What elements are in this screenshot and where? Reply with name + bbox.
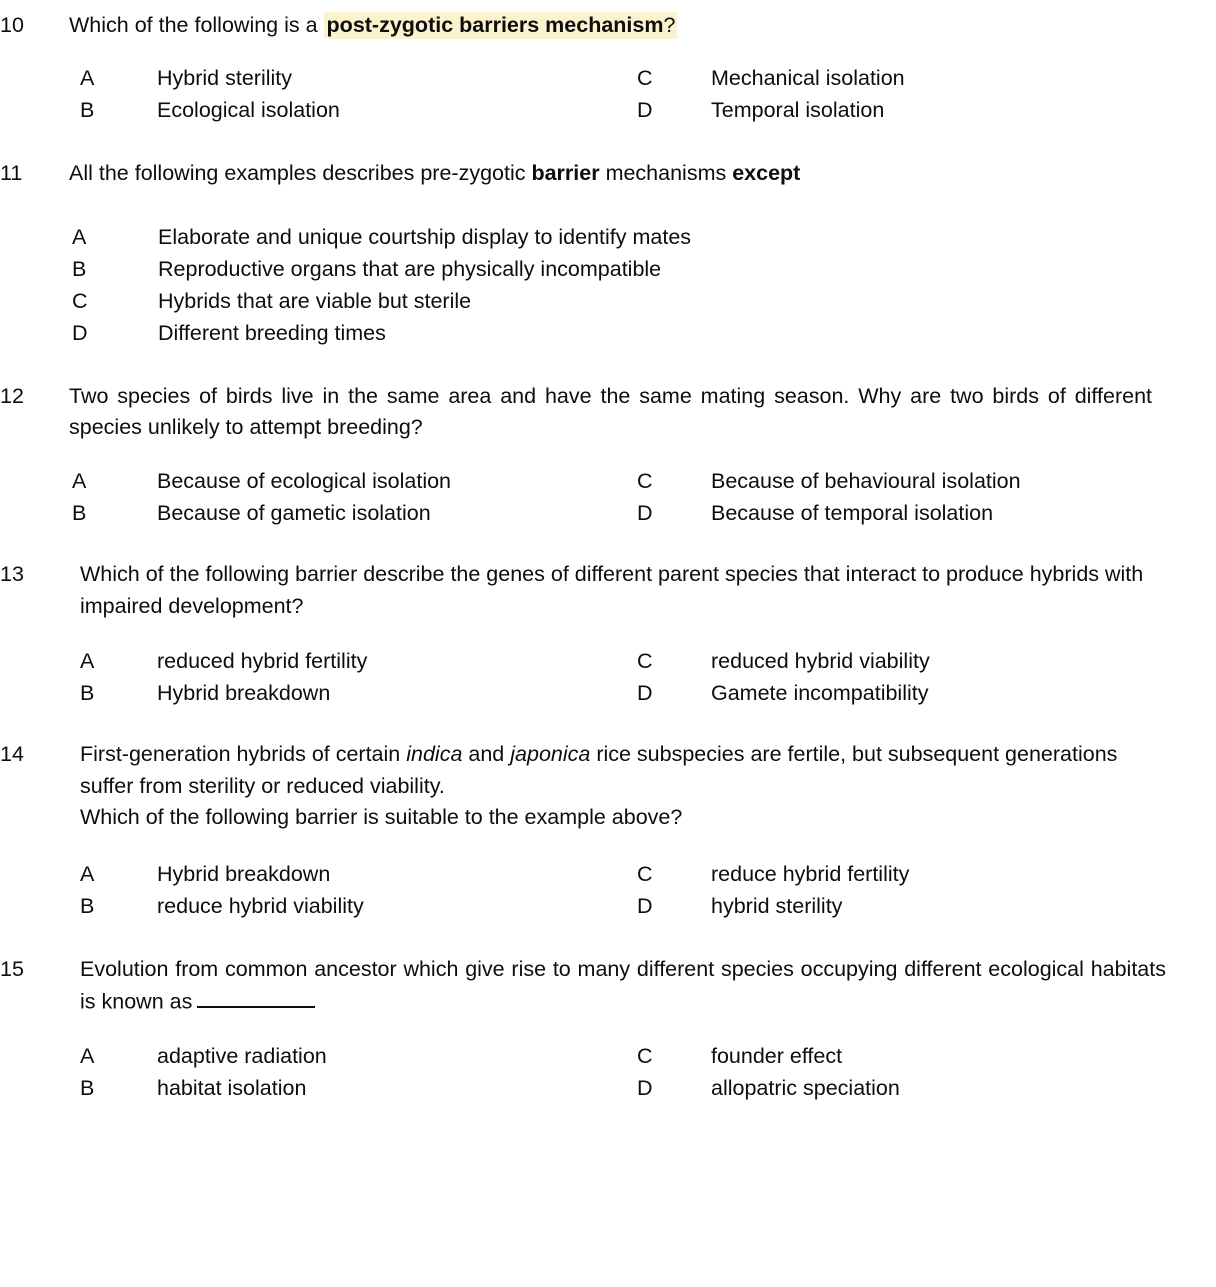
option-letter: B: [80, 1076, 95, 1101]
option-14-c[interactable]: [637, 858, 909, 890]
question-10-stem-prefix: Which of the following is a: [69, 13, 324, 37]
option-letter: C: [637, 1043, 653, 1068]
question-14-options: [0, 858, 1216, 923]
option-text: Hybrids that are viable but sterile: [158, 289, 472, 314]
option-letter: B: [80, 894, 95, 919]
option-text: Mechanical isolation: [711, 65, 905, 90]
option-text: Elaborate and unique courtship display to identify mates: [158, 224, 692, 249]
option-15-b[interactable]: [80, 1072, 637, 1104]
option-letter: A: [80, 1043, 95, 1068]
option-row: [0, 645, 1216, 677]
spacer: [0, 922, 1216, 954]
question-11-bold-barrier: barrier: [531, 161, 600, 186]
option-15-d[interactable]: [637, 1072, 900, 1104]
option-11-d[interactable]: [72, 317, 1216, 349]
option-letter: B: [80, 680, 95, 705]
option-row: [0, 94, 1216, 126]
option-row: [0, 1040, 1216, 1072]
option-10-a[interactable]: [80, 62, 637, 94]
option-text: allopatric speciation: [711, 1076, 900, 1101]
option-letter: D: [637, 1076, 653, 1101]
option-13-b[interactable]: [80, 677, 637, 709]
option-row: [0, 890, 1216, 922]
option-14-b[interactable]: [80, 890, 637, 922]
question-10: [0, 10, 1216, 42]
option-12-c[interactable]: [637, 465, 1021, 497]
option-letter: A: [72, 468, 87, 493]
option-10-b[interactable]: [80, 94, 637, 126]
question-14-stem-line-2: Which of the following barrier is suitable to the example above?: [80, 805, 683, 830]
question-11-stem: [69, 158, 1216, 190]
option-text: reduce hybrid fertility: [711, 861, 910, 886]
question-10-number: 10: [0, 13, 24, 37]
option-text: Gamete incompatibility: [711, 680, 929, 705]
q14-italic-japonica: japonica: [510, 742, 591, 767]
option-text: reduced hybrid viability: [711, 648, 930, 673]
option-text: Ecological isolation: [157, 97, 340, 122]
option-text: Hybrid sterility: [157, 65, 292, 90]
question-15-number: 15: [0, 957, 24, 982]
option-text: reduce hybrid viability: [157, 894, 364, 919]
option-12-a[interactable]: [72, 465, 637, 497]
question-15-options: [0, 1040, 1216, 1105]
option-text: Because of gametic isolation: [157, 501, 431, 526]
option-letter: C: [637, 861, 653, 886]
question-13-stem: Which of the following barrier describe the genes of different parent species that interact to produce hybrids with impaired development?: [80, 562, 1144, 618]
spacer: [0, 350, 1216, 381]
option-row: [0, 497, 1216, 529]
option-text: Reproductive organs that are physically incompatible: [158, 256, 662, 281]
question-11-stem-part2: mechanisms: [599, 161, 733, 186]
option-letter: C: [72, 289, 88, 314]
q14-italic-indica: indica: [406, 742, 463, 767]
question-10-highlighted-term: [324, 12, 678, 39]
q14-text-c: rice subspecies are fertile, but subsequent generations suffer from sterility or reduced viability.: [80, 742, 1118, 798]
question-15-stem-text: Evolution from common ancestor which give rise to many different species occupying different ecological habitats is known as: [80, 957, 1166, 1014]
option-row: [0, 677, 1216, 709]
answer-blank[interactable]: [197, 986, 315, 1008]
question-12-stem: Two species of birds live in the same area and have the same mating season. Why are two birds of different species unlikely to attempt breeding?: [69, 383, 1152, 440]
question-13-options: [0, 645, 1216, 710]
option-text: Because of ecological isolation: [157, 468, 452, 493]
option-15-c[interactable]: [637, 1040, 842, 1072]
question-14-stem-line-1: [80, 739, 1156, 802]
question-13-number: 13: [0, 562, 24, 587]
question-11-stem-part1: All the following examples describes pre-zygotic: [69, 161, 532, 186]
question-11-number: 11: [0, 161, 23, 186]
option-letter: C: [637, 648, 653, 673]
option-letter: D: [637, 680, 653, 705]
option-13-d[interactable]: [637, 677, 928, 709]
question-12-number: 12: [0, 383, 24, 408]
option-text: adaptive radiation: [157, 1043, 327, 1068]
option-10-c[interactable]: [637, 62, 905, 94]
question-12: [0, 381, 1216, 444]
option-14-d[interactable]: [637, 890, 842, 922]
option-12-d[interactable]: [637, 497, 993, 529]
option-letter: B: [72, 256, 87, 281]
question-13: [0, 559, 1216, 622]
option-letter: D: [637, 501, 653, 526]
option-text: Because of temporal isolation: [711, 501, 994, 526]
spacer: [0, 709, 1216, 739]
option-letter: A: [80, 861, 95, 886]
question-10-highlight-bold: post-zygotic barriers mechanism: [326, 13, 664, 37]
option-letter: A: [72, 224, 87, 249]
spacer: [0, 529, 1216, 559]
option-text: Different breeding times: [158, 321, 386, 346]
option-12-b[interactable]: [72, 497, 637, 529]
question-11: [0, 158, 1216, 190]
option-11-c[interactable]: [72, 285, 1216, 317]
option-text: reduced hybrid fertility: [157, 648, 368, 673]
question-10-highlight-tail: ?: [663, 13, 676, 37]
option-text: founder effect: [711, 1043, 843, 1068]
option-row: [0, 1072, 1216, 1104]
option-row: [0, 62, 1216, 94]
question-15: [0, 954, 1216, 1018]
option-letter: D: [72, 321, 88, 346]
option-text: Hybrid breakdown: [157, 680, 331, 705]
question-10-options: [0, 62, 1216, 127]
option-letter: B: [80, 97, 95, 122]
option-letter: A: [80, 65, 95, 90]
question-10-stem: [69, 10, 1216, 42]
option-letter: A: [80, 648, 95, 673]
question-15-stem: [80, 954, 1216, 1018]
question-11-bold-except: except: [732, 161, 801, 186]
question-14-stem: [80, 739, 1216, 834]
q14-text-b: and: [462, 742, 511, 767]
option-13-a[interactable]: [80, 645, 637, 677]
option-letter: D: [637, 97, 653, 122]
option-14-a[interactable]: [80, 858, 637, 890]
exam-page: [0, 10, 1216, 1287]
question-14: [0, 739, 1216, 834]
option-11-a[interactable]: [72, 221, 1216, 253]
option-letter: C: [637, 65, 653, 90]
option-text: habitat isolation: [157, 1076, 307, 1101]
question-11-options: [72, 221, 1216, 350]
option-text: Because of behavioural isolation: [711, 468, 1021, 493]
question-12-options: [0, 465, 1216, 530]
option-text: hybrid sterility: [711, 894, 843, 919]
spacer: [0, 126, 1216, 158]
option-row: [0, 858, 1216, 890]
option-letter: D: [637, 894, 653, 919]
option-11-b[interactable]: [72, 253, 1216, 285]
option-13-c[interactable]: [637, 645, 930, 677]
option-text: Temporal isolation: [711, 97, 885, 122]
option-15-a[interactable]: [80, 1040, 637, 1072]
option-10-d[interactable]: [637, 94, 884, 126]
option-row: [0, 465, 1216, 497]
option-letter: B: [72, 501, 87, 526]
q14-text-a: First-generation hybrids of certain: [80, 742, 407, 767]
question-14-number: 14: [0, 742, 24, 767]
option-letter: C: [637, 468, 653, 493]
option-text: Hybrid breakdown: [157, 861, 331, 886]
